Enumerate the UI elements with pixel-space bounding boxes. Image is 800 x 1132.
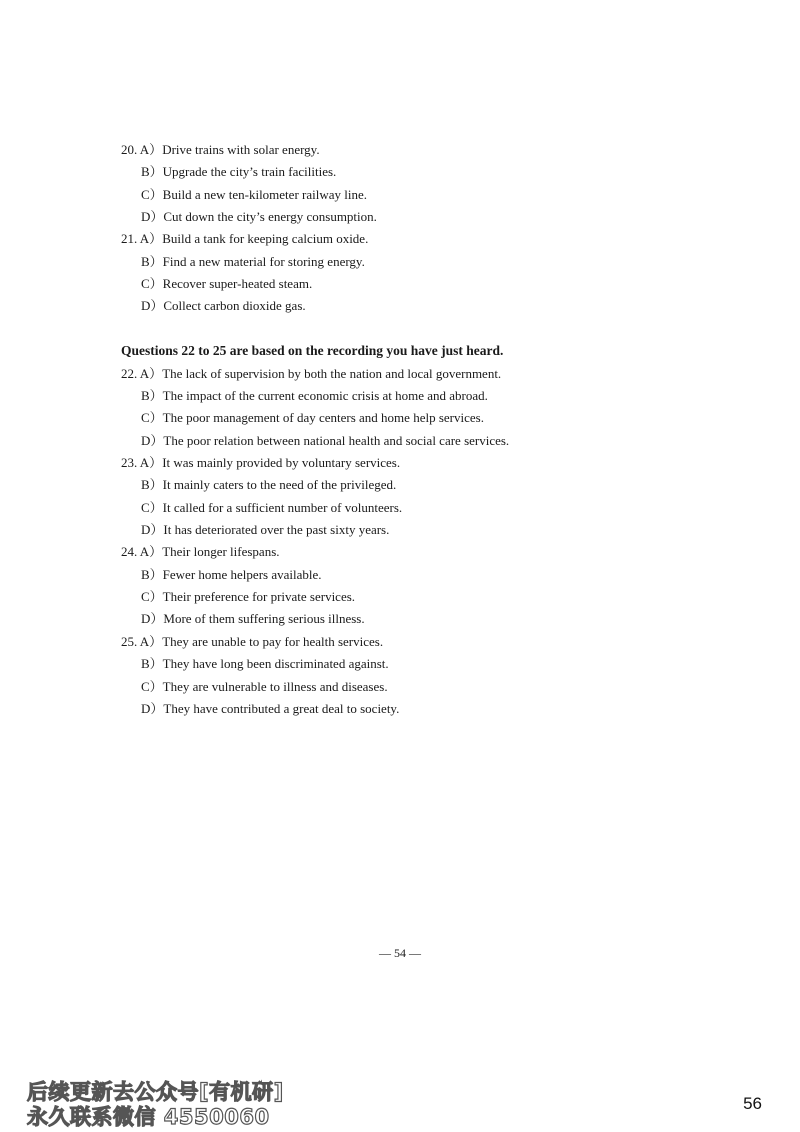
section-heading: Questions 22 to 25 are based on the recording you have just heard. <box>121 343 504 358</box>
question-number: 21. <box>121 231 138 246</box>
question-24-option-b <box>141 567 322 583</box>
option-letter: C） <box>141 276 163 291</box>
question-20-option-d <box>141 209 377 225</box>
option-letter: B） <box>141 656 163 671</box>
option-letter: A） <box>139 231 163 246</box>
question-22-option-c <box>141 410 484 426</box>
option-letter: A） <box>139 366 163 381</box>
option-text: It has deteriorated over the past sixty years. <box>163 522 390 537</box>
question-24-option-a <box>121 544 280 560</box>
option-text: Recover super-heated steam. <box>162 276 313 291</box>
option-text: It called for a sufficient number of volunteers. <box>162 500 403 515</box>
option-letter: D） <box>141 209 164 224</box>
option-letter: C） <box>141 410 163 425</box>
option-text: The poor relation between national health and social care services. <box>163 433 510 448</box>
question-number: 23. <box>121 455 138 470</box>
question-21-option-c <box>141 276 312 292</box>
option-letter: A） <box>139 142 163 157</box>
option-text: It was mainly provided by voluntary services. <box>162 455 401 470</box>
question-number: 24. <box>121 544 138 559</box>
question-22-option-a <box>121 366 501 382</box>
option-text: Build a new ten-kilometer railway line. <box>162 187 367 202</box>
option-letter: D） <box>141 701 164 716</box>
option-text: Cut down the city’s energy consumption. <box>163 209 377 224</box>
option-letter: D） <box>141 522 164 537</box>
option-letter: B） <box>141 164 163 179</box>
option-text: The lack of supervision by both the nation and local government. <box>162 366 502 381</box>
question-22-option-b <box>141 388 488 404</box>
option-letter: B） <box>141 388 163 403</box>
question-20-option-a <box>121 142 320 158</box>
option-text: Drive trains with solar energy. <box>162 142 320 157</box>
option-text: Upgrade the city’s train facilities. <box>162 164 337 179</box>
option-letter: D） <box>141 611 164 626</box>
option-text: They are unable to pay for health services. <box>162 634 384 649</box>
scan-page-number: 56 <box>743 1094 762 1113</box>
option-letter: D） <box>141 298 164 313</box>
question-23-option-b <box>141 477 396 493</box>
question-24-option-d <box>141 611 365 627</box>
question-23-option-d <box>141 522 389 538</box>
question-25-option-c <box>141 679 388 695</box>
option-letter: A） <box>139 455 163 470</box>
option-text: Their preference for private services. <box>162 589 356 604</box>
option-letter: C） <box>141 589 163 604</box>
option-letter: C） <box>141 679 163 694</box>
option-letter: D） <box>141 433 164 448</box>
printed-page-number: — 54 — <box>379 946 421 960</box>
option-text: Build a tank for keeping calcium oxide. <box>162 231 369 246</box>
question-20-option-c <box>141 187 367 203</box>
option-text: The poor management of day centers and home help services. <box>162 410 484 425</box>
question-number: 22. <box>121 366 138 381</box>
question-25-option-a <box>121 634 383 650</box>
option-text: The impact of the current economic crisis at home and abroad. <box>162 388 488 403</box>
question-number: 25. <box>121 634 138 649</box>
option-letter: C） <box>141 500 163 515</box>
question-22-option-d <box>141 433 509 449</box>
option-text: They have long been discriminated against. <box>162 656 389 671</box>
option-letter: A） <box>139 544 163 559</box>
option-text: More of them suffering serious illness. <box>163 611 365 626</box>
question-23-option-a <box>121 455 400 471</box>
option-text: They have contributed a great deal to society. <box>163 701 400 716</box>
question-21-option-b <box>141 254 365 270</box>
question-21-option-a <box>121 231 368 247</box>
watermark-line-1: 后续更新去公众号[有机研] <box>27 1080 284 1104</box>
option-text: It mainly caters to the need of the privileged. <box>162 477 397 492</box>
option-text: They are vulnerable to illness and diseases. <box>162 679 388 694</box>
question-number: 20. <box>121 142 138 157</box>
option-letter: B） <box>141 477 163 492</box>
question-20-option-b <box>141 164 336 180</box>
question-25-option-d <box>141 701 399 717</box>
option-text: Their longer lifespans. <box>162 544 280 559</box>
watermark-line-2: 永久联系微信 4550060 <box>27 1105 270 1129</box>
option-text: Fewer home helpers available. <box>162 567 322 582</box>
question-21-option-d <box>141 298 306 314</box>
option-text: Find a new material for storing energy. <box>162 254 365 269</box>
question-24-option-c <box>141 589 355 605</box>
question-23-option-c <box>141 500 402 516</box>
option-letter: C） <box>141 187 163 202</box>
option-letter: A） <box>139 634 163 649</box>
option-text: Collect carbon dioxide gas. <box>163 298 306 313</box>
option-letter: B） <box>141 254 163 269</box>
question-25-option-b <box>141 656 389 672</box>
option-letter: B） <box>141 567 163 582</box>
